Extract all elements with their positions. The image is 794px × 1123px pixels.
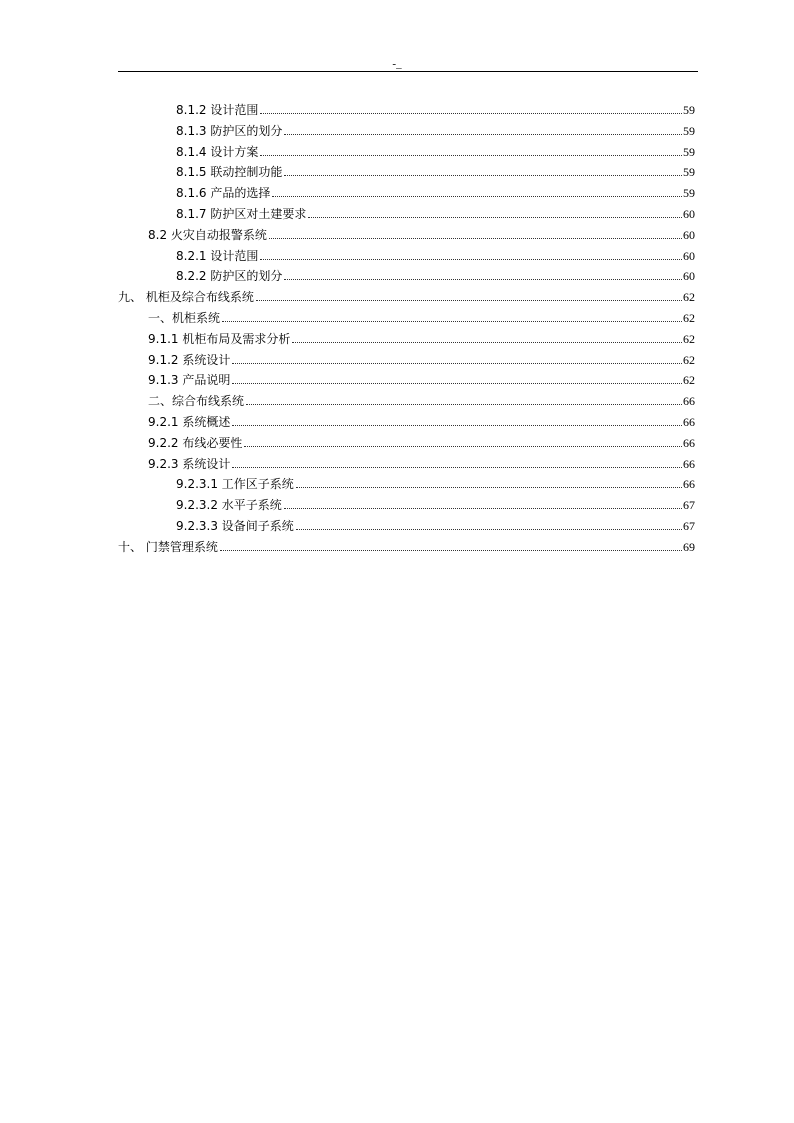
toc-entry[interactable] bbox=[176, 97, 695, 117]
toc-entry[interactable] bbox=[118, 284, 695, 304]
toc-entry-page-number: 62 bbox=[683, 373, 695, 388]
toc-dot-leader bbox=[232, 425, 682, 426]
toc-entry-label: 9.2.3.2 水平子系统 bbox=[176, 498, 282, 513]
toc-entry[interactable] bbox=[148, 451, 695, 471]
toc-entry[interactable] bbox=[176, 118, 695, 138]
toc-entry-page-number: 62 bbox=[683, 290, 695, 305]
toc-entry[interactable] bbox=[176, 180, 695, 200]
toc-entry-label: 9.2.3 系统设计 bbox=[148, 456, 231, 471]
toc-entry-page-number: 59 bbox=[683, 144, 695, 159]
toc-entry[interactable] bbox=[176, 201, 695, 221]
toc-entry-label: 十、 门禁管理系统 bbox=[118, 539, 218, 554]
toc-entry-page-number: 62 bbox=[683, 311, 695, 325]
toc-entry-label: 9.1.2 系统设计 bbox=[148, 352, 231, 367]
toc-entry-label: 8.2 火灾自动报警系统 bbox=[148, 227, 267, 242]
toc-dot-leader bbox=[222, 321, 682, 322]
toc-dot-leader bbox=[256, 300, 682, 301]
toc-entry[interactable] bbox=[148, 430, 695, 450]
toc-dot-leader bbox=[260, 155, 682, 156]
toc-entry-label: 一、机柜系统 bbox=[148, 311, 221, 325]
toc-dot-leader bbox=[292, 342, 682, 343]
toc-entry-label: 9.2.3.3 设备间子系统 bbox=[176, 519, 294, 533]
toc-entry-label: 9.2.1 系统概述 bbox=[148, 415, 231, 429]
toc-dot-leader bbox=[246, 404, 682, 405]
toc-entry-label: 9.2.3.1 工作区子系统 bbox=[176, 477, 294, 492]
toc-entry-label: 9.1.1 机柜布局及需求分析 bbox=[148, 331, 291, 346]
toc-entry-page-number: 67 bbox=[683, 519, 695, 533]
toc-dot-leader bbox=[232, 363, 682, 364]
toc-entry[interactable] bbox=[148, 222, 695, 242]
toc-dot-leader bbox=[220, 550, 682, 551]
toc-entry[interactable] bbox=[176, 471, 695, 491]
toc-entry-page-number: 59 bbox=[683, 186, 695, 201]
toc-entry-page-number: 62 bbox=[683, 331, 695, 346]
toc-entry-label: 8.1.4 设计方案 bbox=[176, 144, 259, 159]
toc-entry[interactable] bbox=[176, 139, 695, 159]
toc-dot-leader bbox=[296, 487, 682, 488]
toc-entry-label: 二、综合布线系统 bbox=[148, 394, 245, 409]
toc-entry-label: 8.2.1 设计范围 bbox=[176, 248, 259, 263]
toc-entry-page-number: 69 bbox=[683, 539, 695, 554]
toc-dot-leader bbox=[244, 446, 682, 447]
toc-dot-leader bbox=[232, 383, 682, 384]
toc-entry[interactable] bbox=[176, 492, 695, 512]
toc-entry[interactable] bbox=[176, 513, 695, 533]
toc-dot-leader bbox=[308, 217, 682, 218]
page-header-mark: -_ bbox=[392, 58, 402, 70]
toc-entry-label: 9.2.2 布线必要性 bbox=[148, 435, 243, 450]
toc-entry-label: 8.2.2 防护区的划分 bbox=[176, 269, 283, 284]
toc-entry[interactable] bbox=[176, 243, 695, 263]
toc-entry-page-number: 60 bbox=[683, 269, 695, 284]
toc-entry-label: 8.1.5 联动控制功能 bbox=[176, 165, 283, 180]
toc-entry-page-number: 67 bbox=[683, 498, 695, 513]
toc-dot-leader bbox=[284, 508, 682, 509]
toc-entry-label: 8.1.2 设计范围 bbox=[176, 103, 259, 117]
toc-entry-page-number: 59 bbox=[683, 103, 695, 117]
toc-entry-page-number: 60 bbox=[683, 207, 695, 221]
toc-entry-page-number: 60 bbox=[683, 227, 695, 242]
toc-entry[interactable] bbox=[118, 534, 695, 554]
toc-entry-page-number: 60 bbox=[683, 248, 695, 263]
toc-entry[interactable] bbox=[148, 388, 695, 408]
toc-entry-label: 8.1.6 产品的选择 bbox=[176, 186, 271, 201]
toc-entry[interactable] bbox=[148, 409, 695, 429]
toc-entry-page-number: 62 bbox=[683, 352, 695, 367]
toc-entry-page-number: 66 bbox=[683, 394, 695, 409]
toc-dot-leader bbox=[284, 134, 682, 135]
toc-dot-leader bbox=[260, 113, 682, 114]
toc-entry-page-number: 59 bbox=[683, 165, 695, 180]
toc-entry-page-number: 59 bbox=[683, 123, 695, 138]
toc-dot-leader bbox=[269, 238, 682, 239]
toc-dot-leader bbox=[232, 467, 682, 468]
toc-dot-leader bbox=[260, 259, 682, 260]
toc-entry[interactable] bbox=[148, 326, 695, 346]
toc-dot-leader bbox=[284, 175, 682, 176]
toc-entry-label: 九、 机柜及综合布线系统 bbox=[118, 290, 254, 305]
toc-entry-page-number: 66 bbox=[683, 456, 695, 471]
toc-entry-label: 8.1.7 防护区对土建要求 bbox=[176, 207, 307, 221]
toc-entry[interactable] bbox=[148, 305, 695, 325]
toc-entry[interactable] bbox=[176, 263, 695, 283]
toc-entry-label: 9.1.3 产品说明 bbox=[148, 373, 231, 388]
toc-entry[interactable] bbox=[148, 347, 695, 367]
toc-dot-leader bbox=[296, 529, 682, 530]
toc-entry-page-number: 66 bbox=[683, 435, 695, 450]
toc-entry[interactable] bbox=[176, 159, 695, 179]
toc-entry-label: 8.1.3 防护区的划分 bbox=[176, 123, 283, 138]
toc-dot-leader bbox=[272, 196, 682, 197]
toc-entry-page-number: 66 bbox=[683, 415, 695, 429]
header-rule bbox=[118, 71, 698, 72]
toc-entry-page-number: 66 bbox=[683, 477, 695, 492]
toc-entry[interactable] bbox=[148, 367, 695, 387]
toc-dot-leader bbox=[284, 279, 682, 280]
